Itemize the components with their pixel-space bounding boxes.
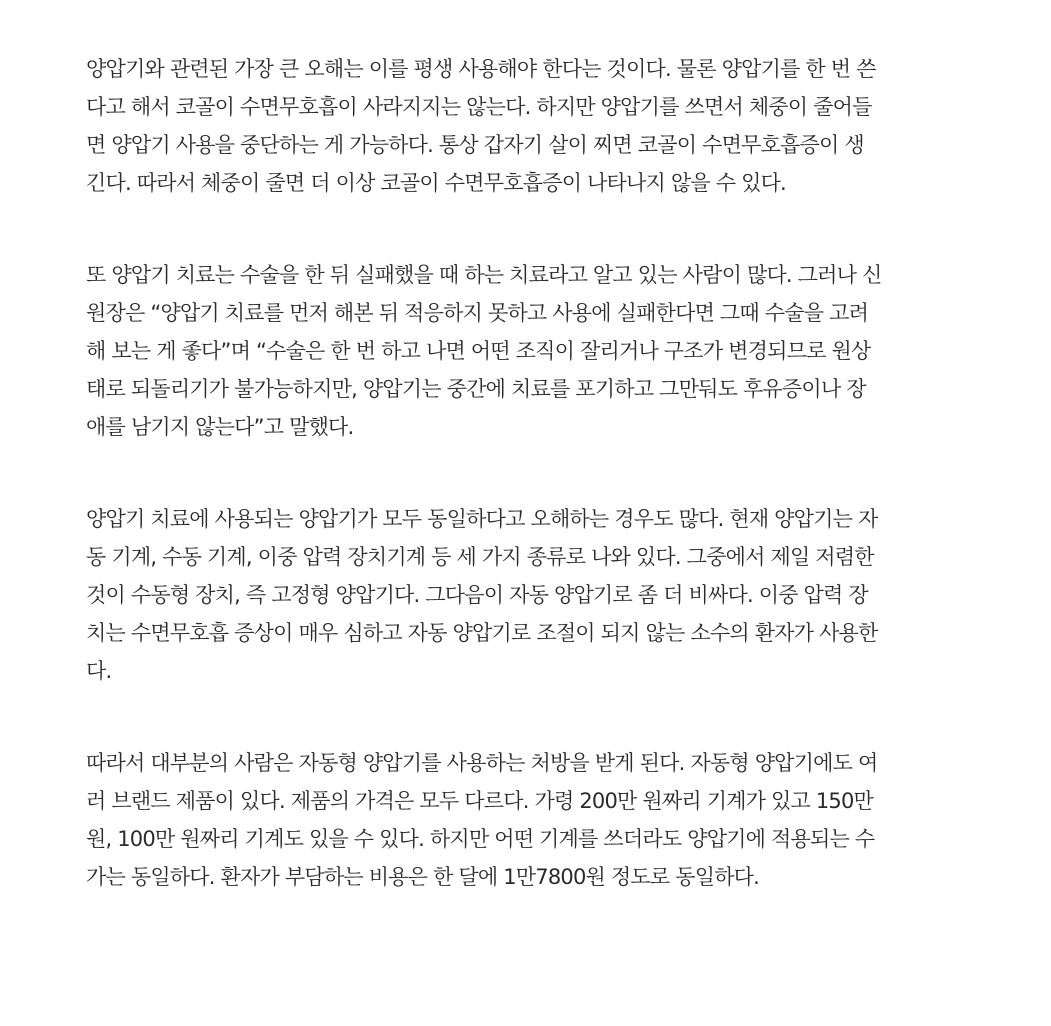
text-line: 다고 해서 코골이 수면무호흡이 사라지지는 않는다. 하지만 양압기를 쓰면서 체중이 줄어들 bbox=[86, 95, 872, 119]
text-line: 다. bbox=[86, 659, 112, 683]
text-line: 원장은 “양압기 치료를 먼저 해본 뒤 적응하지 못하고 사용에 실패한다면 그때 수술을 고려 bbox=[86, 301, 869, 325]
text-line: 애를 남기지 않는다”고 말했다. bbox=[86, 415, 354, 439]
text-line: 면 양압기 사용을 중단하는 게 가능하다. 통상 갑자기 살이 찌면 코골이 수면무호흡증이 생 bbox=[86, 133, 864, 157]
text-line: 긴다. 따라서 체중이 줄면 더 이상 코골이 수면무호흡증이 나타나지 않을 수 있다. bbox=[86, 171, 786, 195]
text-line: 러 브랜드 제품이 있다. 제품의 가격은 모두 다르다. 가령 200만 원짜리 기계가 있고 150만 bbox=[86, 789, 874, 813]
paragraph-4 bbox=[86, 744, 986, 896]
text-line: 원, 100만 원짜리 기계도 있을 수 있다. 하지만 어떤 기계를 쓰더라도 양압기에 적용되는 수 bbox=[86, 827, 875, 851]
text-line: 따라서 대부분의 사람은 자동형 양압기를 사용하는 처방을 받게 된다. 자동형 양압기에도 여 bbox=[86, 751, 878, 775]
text-line: 양압기와 관련된 가장 큰 오해는 이를 평생 사용해야 한다는 것이다. 물론 양압기를 한 번 쓴 bbox=[86, 57, 876, 81]
article-body bbox=[86, 50, 986, 950]
text-line: 가는 동일하다. 환자가 부담하는 비용은 한 달에 1만7800원 정도로 동일하다. bbox=[86, 865, 760, 889]
paragraph-3 bbox=[86, 500, 986, 690]
paragraph-1 bbox=[86, 50, 986, 202]
text-line: 동 기계, 수동 기계, 이중 압력 장치기계 등 세 가지 종류로 나와 있다. 그중에서 제일 저렴한 bbox=[86, 545, 874, 569]
paragraph-2 bbox=[86, 256, 986, 446]
text-line: 치는 수면무호흡 증상이 매우 심하고 자동 양압기로 조절이 되지 않는 소수의 환자가 사용한 bbox=[86, 621, 878, 645]
text-line: 해 보는 게 좋다”며 “수술은 한 번 하고 나면 어떤 조직이 잘리거나 구조가 변경되므로 원상 bbox=[86, 339, 871, 363]
text-line: 태로 되돌리기가 불가능하지만, 양압기는 중간에 치료를 포기하고 그만둬도 후유증이나 장 bbox=[86, 377, 866, 401]
text-line: 것이 수동형 장치, 즉 고정형 양압기다. 그다음이 자동 양압기로 좀 더 비싸다. 이중 압력 장 bbox=[86, 583, 868, 607]
text-line: 양압기 치료에 사용되는 양압기가 모두 동일하다고 오해하는 경우도 많다. 현재 양압기는 자 bbox=[86, 507, 878, 531]
text-line: 또 양압기 치료는 수술을 한 뒤 실패했을 때 하는 치료라고 알고 있는 사람이 많다. 그러나 신 bbox=[86, 263, 882, 287]
